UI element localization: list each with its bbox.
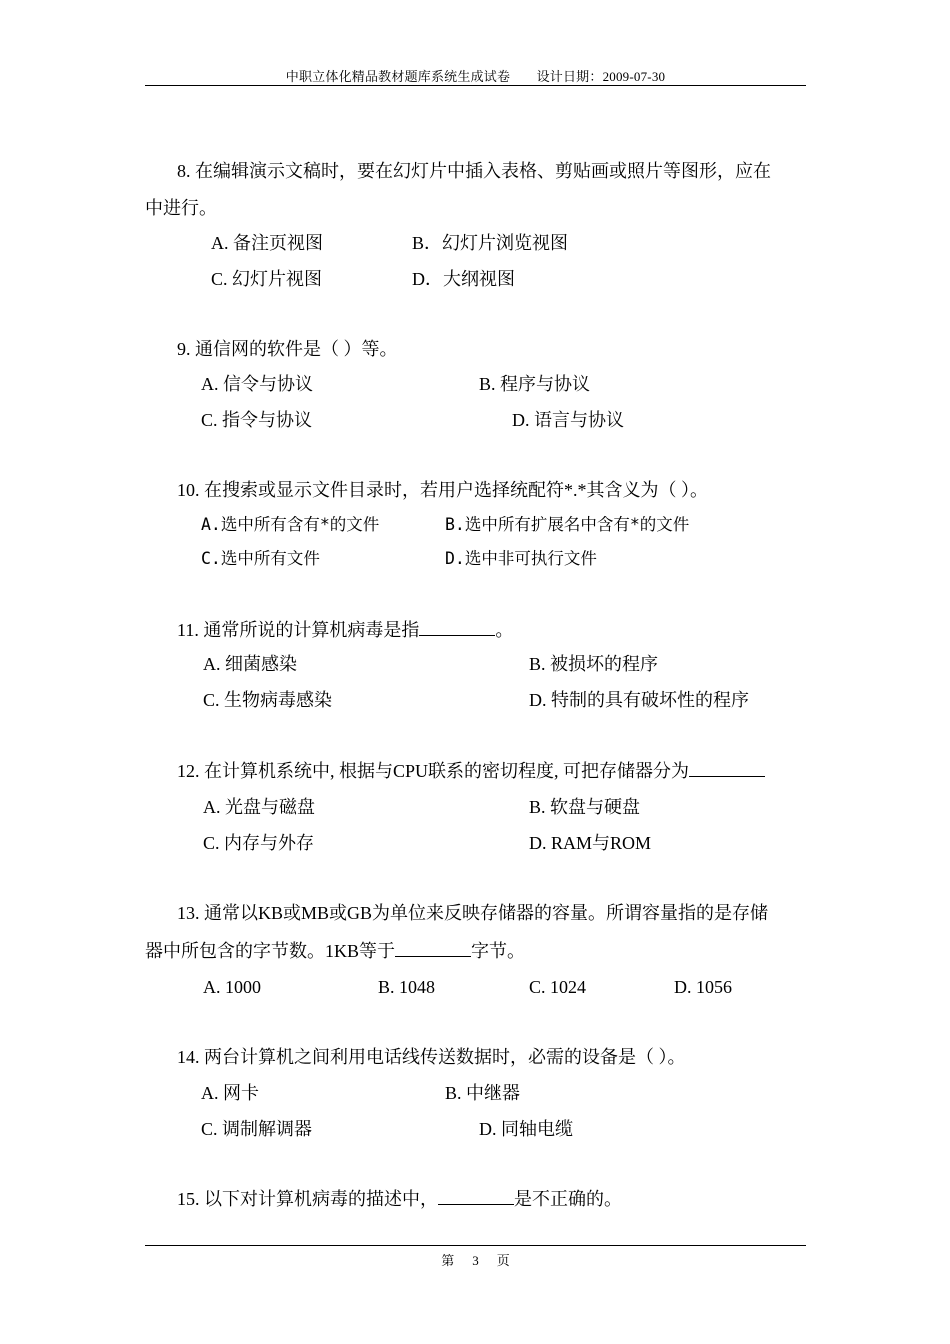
question-14-option-c: C. 调制解调器 xyxy=(201,1119,313,1139)
page-number: 3 xyxy=(472,1253,479,1268)
question-10-option-c: C.选中所有文件 xyxy=(201,549,320,568)
footer-suffix: 页 xyxy=(496,1253,510,1268)
question-13-option-b: B. 1048 xyxy=(378,977,436,997)
question-11-answer-blank xyxy=(419,619,495,636)
header-rule xyxy=(145,85,806,86)
question-8-option-b: B．幻灯片浏览视图 xyxy=(412,233,569,253)
question-11-stem xyxy=(177,619,513,641)
question-11-stem-end: 。 xyxy=(495,620,514,640)
question-11-option-b: B. 被损坏的程序 xyxy=(529,654,659,674)
question-15-stem-end: 是不正确的。 xyxy=(514,1189,622,1209)
question-13-answer-blank xyxy=(395,940,471,957)
question-11-stem-text: 11. 通常所说的计算机病毒是指 xyxy=(177,620,420,640)
question-11-option-d: D. 特制的具有破坏性的程序 xyxy=(529,690,749,710)
question-9-option-d: D. 语言与协议 xyxy=(512,410,624,430)
question-12-stem xyxy=(177,760,765,782)
question-14-option-a: A. 网卡 xyxy=(201,1083,259,1103)
question-10-option-d: D.选中非可执行文件 xyxy=(445,549,597,568)
question-9-stem: 9. 通信网的软件是（ ）等。 xyxy=(177,339,398,359)
question-13-option-d: D. 1056 xyxy=(674,977,732,997)
question-13-stem-end: 字节。 xyxy=(471,941,526,961)
question-8-option-d: D．大纲视图 xyxy=(412,269,515,289)
question-10-option-b: B.选中所有扩展名中含有*的文件 xyxy=(445,515,690,534)
question-10-stem: 10. 在搜索或显示文件目录时，若用户选择统配符*.*其含义为（ ）。 xyxy=(177,480,708,500)
question-13-stem: 13. 通常以KB或MB或GB为单位来反映存储器的容量。所谓容量指的是存储 xyxy=(177,903,769,923)
question-14-stem: 14. 两台计算机之间利用电话线传送数据时，必需的设备是（ ）。 xyxy=(177,1047,686,1067)
question-8-stem-cont: 中进行。 xyxy=(145,198,217,218)
question-10-option-a: A.选中所有含有*的文件 xyxy=(201,515,380,534)
question-8-stem: 8. 在编辑演示文稿时，要在幻灯片中插入表格、剪贴画或照片等图形，应在 xyxy=(177,161,771,181)
page-footer xyxy=(145,1250,806,1269)
question-12-stem-text: 12. 在计算机系统中, 根据与CPU联系的密切程度, 可把存储器分为 xyxy=(177,761,690,781)
question-12-answer-blank xyxy=(689,760,765,777)
question-13-option-c: C. 1024 xyxy=(529,977,587,997)
question-8-option-a: A. 备注页视图 xyxy=(211,233,323,253)
question-15-stem-text: 15. 以下对计算机病毒的描述中， xyxy=(177,1189,438,1209)
question-15-answer-blank xyxy=(438,1188,514,1205)
question-9-option-a: A. 信令与协议 xyxy=(201,374,313,394)
question-9-option-b: B. 程序与协议 xyxy=(479,374,591,394)
question-13-stem-cont-text: 器中所包含的字节数。1KB等于 xyxy=(145,941,396,961)
footer-prefix: 第 xyxy=(441,1253,455,1268)
question-15-stem xyxy=(177,1188,622,1210)
question-11-option-a: A. 细菌感染 xyxy=(203,654,297,674)
question-14-option-d: D. 同轴电缆 xyxy=(479,1119,573,1139)
question-9-option-c: C. 指令与协议 xyxy=(201,410,313,430)
question-12-option-a: A. 光盘与磁盘 xyxy=(203,797,315,817)
question-13-option-a: A. 1000 xyxy=(203,977,261,997)
question-12-option-b: B. 软盘与硬盘 xyxy=(529,797,641,817)
question-12-option-c: C. 内存与外存 xyxy=(203,833,315,853)
question-8-option-c: C. 幻灯片视图 xyxy=(211,269,323,289)
page-header: 中职立体化精品教材题库系统生成试卷 设计日期：2009-07-30 xyxy=(285,69,666,84)
question-12-option-d: D. RAM与ROM xyxy=(529,833,652,853)
question-13-stem-cont xyxy=(145,940,525,962)
question-11-option-c: C. 生物病毒感染 xyxy=(203,690,333,710)
question-14-option-b: B. 中继器 xyxy=(445,1083,521,1103)
footer-rule xyxy=(145,1245,806,1246)
